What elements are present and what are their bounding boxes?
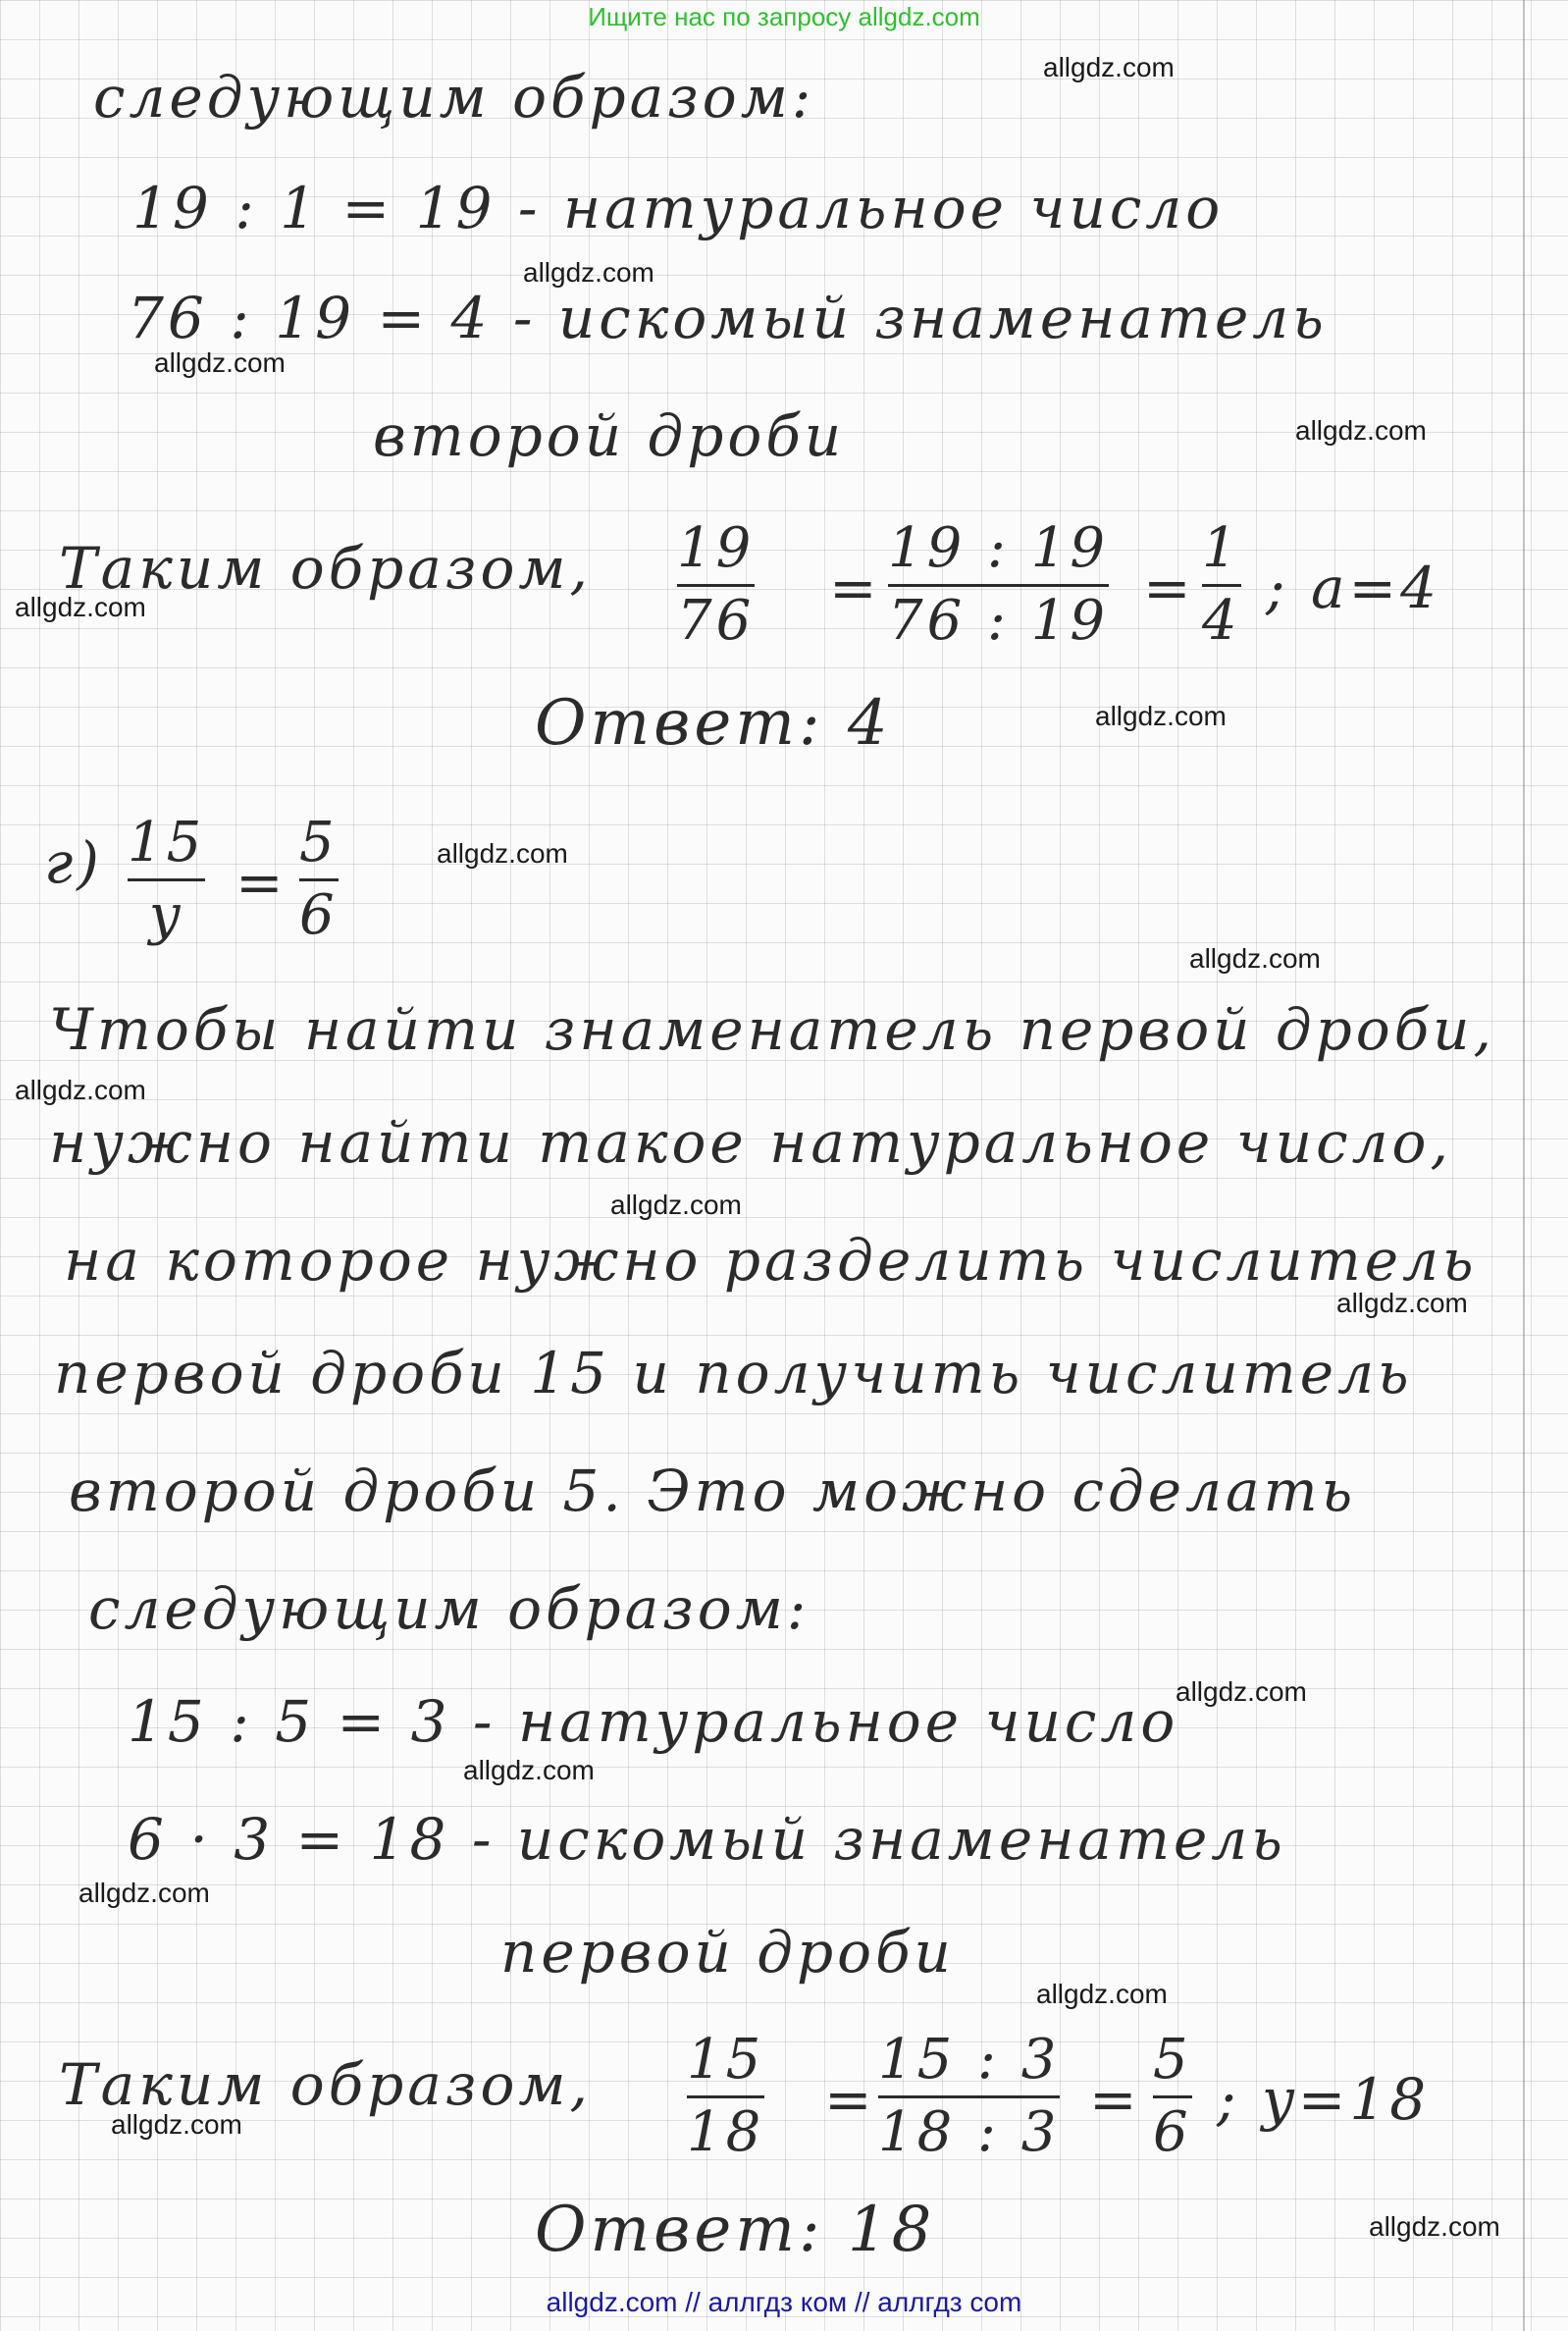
fraction-numerator: 15 : 3 <box>878 2028 1061 2092</box>
fraction-numerator: 15 <box>128 811 206 874</box>
watermark: allgdz.com <box>437 838 568 869</box>
bottom-banner: allgdz.com // аллгдз ком // аллгдз com <box>546 2287 1022 2317</box>
watermark: allgdz.com <box>1336 1288 1468 1318</box>
watermark: allgdz.com <box>1189 943 1321 974</box>
line-13: следующим образом: <box>88 1575 810 1642</box>
watermark: allgdz.com <box>1369 2211 1500 2242</box>
fraction-bar <box>1153 2095 1192 2098</box>
equals-sign: = <box>1143 555 1195 621</box>
fraction-15div3-18div3 <box>878 2028 1061 2164</box>
fraction-denominator: 76 <box>677 588 756 653</box>
line-9: нужно найти такое натуральное число, <box>49 1109 1452 1176</box>
answer-2: Ответ: 18 <box>535 2194 936 2266</box>
watermark: allgdz.com <box>1095 701 1227 731</box>
fraction-bar <box>1202 584 1241 587</box>
fraction-bar <box>888 584 1109 587</box>
fraction-15-18 <box>687 2028 765 2164</box>
fraction-numerator: 19 <box>677 516 756 580</box>
fraction-numerator: 15 <box>687 2028 765 2092</box>
fraction-bar <box>128 878 205 881</box>
line-10: на которое нужно разделить числитель <box>64 1227 1478 1294</box>
answer-1: Ответ: 4 <box>535 687 892 760</box>
watermark: allgdz.com <box>1036 1979 1168 2009</box>
fraction-bar <box>677 584 755 587</box>
line-8: Чтобы найти знаменатель первой дроби, <box>49 996 1495 1063</box>
line-2: 19 : 1 = 19 - натуральное число <box>132 175 1225 241</box>
top-banner: Ищите нас по запросу allgdz.com <box>588 2 980 31</box>
fraction-15-y <box>128 811 206 947</box>
watermark: allgdz.com <box>15 1075 146 1105</box>
fraction-bar <box>878 2095 1060 2098</box>
line-1: следующим образом: <box>93 64 815 131</box>
watermark: allgdz.com <box>154 347 286 378</box>
equals-sign: = <box>235 849 287 916</box>
fraction-numerator: 5 <box>1153 2028 1192 2092</box>
fraction-denominator: 76 : 19 <box>888 588 1109 653</box>
line-12: второй дроби 5. Это можно сделать <box>69 1457 1357 1524</box>
watermark: allgdz.com <box>15 592 146 622</box>
watermark: allgdz.com <box>78 1878 210 1908</box>
watermark: allgdz.com <box>1295 415 1427 446</box>
watermark: allgdz.com <box>111 2109 242 2140</box>
line-16: первой дроби <box>500 1919 955 1986</box>
watermark: allgdz.com <box>1176 1676 1307 1707</box>
fraction-denominator: 6 <box>299 882 339 947</box>
fraction-denominator: 18 <box>687 2099 765 2164</box>
fraction-numerator: 19 : 19 <box>888 516 1109 580</box>
line-5-tail: ; a=4 <box>1266 555 1441 621</box>
fraction-bar <box>687 2095 764 2098</box>
line-3: 76 : 19 = 4 - искомый знаменатель <box>128 285 1328 351</box>
equals-sign: = <box>824 2066 876 2133</box>
line-15: 6 · 3 = 18 - искомый знаменатель <box>128 1806 1286 1873</box>
watermark: allgdz.com <box>523 257 654 288</box>
equals-sign: = <box>1089 2066 1141 2133</box>
line-4: второй дроби <box>373 402 846 469</box>
fraction-19-76 <box>677 516 756 653</box>
line-17-text: Таким образом, <box>59 2051 592 2118</box>
line-17-tail: ; y=18 <box>1217 2066 1431 2133</box>
fraction-5-6 <box>1153 2028 1192 2164</box>
fraction-1-4 <box>1202 516 1241 653</box>
margin-line <box>1523 0 1525 2331</box>
line-14: 15 : 5 = 3 - натуральное число <box>128 1688 1179 1755</box>
fraction-numerator: 1 <box>1202 516 1241 580</box>
fraction-denominator: 4 <box>1202 588 1241 653</box>
item-label-g: г) <box>44 829 103 896</box>
fraction-numerator: 5 <box>299 811 339 874</box>
watermark: allgdz.com <box>463 1755 595 1785</box>
fraction-5-6 <box>299 811 339 947</box>
fraction-denominator: 18 : 3 <box>878 2099 1061 2164</box>
equals-sign: = <box>829 555 881 621</box>
fraction-bar <box>299 878 339 881</box>
line-11: первой дроби 15 и получить числитель <box>54 1340 1413 1406</box>
watermark: allgdz.com <box>1043 52 1175 82</box>
fraction-denominator: y <box>148 882 184 947</box>
fraction-denominator: 6 <box>1153 2099 1192 2164</box>
watermark: allgdz.com <box>610 1190 742 1220</box>
line-5-text: Таким образом, <box>59 535 592 602</box>
fraction-19div19-76div19 <box>888 516 1109 653</box>
